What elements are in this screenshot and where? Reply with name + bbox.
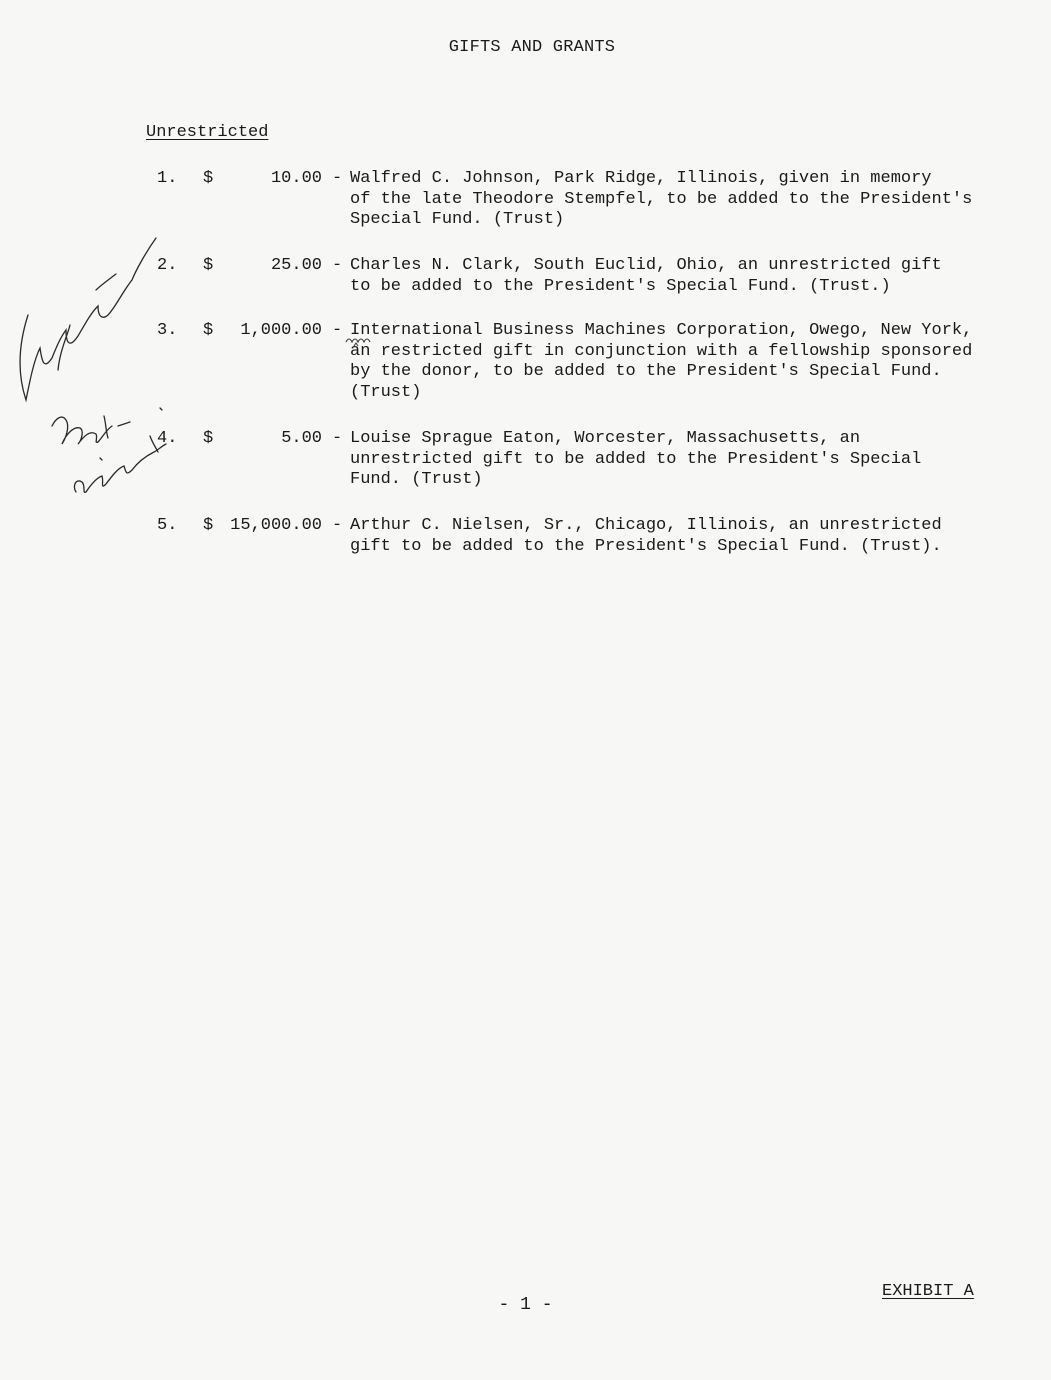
entry-number: 2. <box>157 256 178 275</box>
entry-number: 4. <box>157 429 178 448</box>
entry-currency: $ <box>203 429 214 448</box>
entry-number: 5. <box>157 516 178 535</box>
entry-amount: 5.00 <box>281 429 322 448</box>
entry-dash: - <box>332 169 343 188</box>
page-number: - 1 - <box>498 1295 553 1315</box>
entry-dash: - <box>332 516 343 535</box>
entry-amount: 15,000.00 <box>230 516 322 535</box>
entry-amount: 10.00 <box>270 169 322 188</box>
insert-annotation <box>342 333 376 347</box>
entry-dash: - <box>332 429 343 448</box>
handwritten-notes-drawing <box>0 230 190 510</box>
entry-dash: - <box>332 256 343 275</box>
page-title: GIFTS AND GRANTS <box>448 38 616 57</box>
entry-description: Louise Sprague Eaton, Worcester, Massachusetts, an unrestricted gift to be added to the President's Special Fund. (Trust) <box>350 429 922 489</box>
section-heading: Unrestricted <box>146 123 269 142</box>
entry-number: 1. <box>157 169 178 188</box>
entry-description: Arthur C. Nielsen, Sr., Chicago, Illinois, an unrestricted gift to be added to the President's Special Fund. (Trust). <box>350 516 942 556</box>
exhibit-label: EXHIBIT A <box>882 1282 974 1301</box>
entry-currency: $ <box>203 321 214 340</box>
entry-amount: 1,000.00 <box>240 321 322 340</box>
entry-currency: $ <box>203 516 214 535</box>
margin-handwriting <box>0 230 190 510</box>
entry-dash: - <box>332 321 343 340</box>
entry-amount: 25.00 <box>270 256 322 275</box>
entry-currency: $ <box>203 256 214 275</box>
insert-annotation-scribble <box>342 333 376 347</box>
entry-description: International Business Machines Corporation, Owego, New York, an restricted gift in conjunction with a fellowship sponsored by the donor, to be added to the President's Special Fund. (Trust) <box>350 321 973 402</box>
entry-currency: $ <box>203 169 214 188</box>
entry-description: Charles N. Clark, South Euclid, Ohio, an unrestricted gift to be added to the President's Special Fund. (Trust.) <box>350 256 942 296</box>
entry-number: 3. <box>157 321 178 340</box>
entry-description: Walfred C. Johnson, Park Ridge, Illinois, given in memory of the late Theodore Stempfel, to be added to the President's Special Fund. (Trust) <box>350 169 973 229</box>
